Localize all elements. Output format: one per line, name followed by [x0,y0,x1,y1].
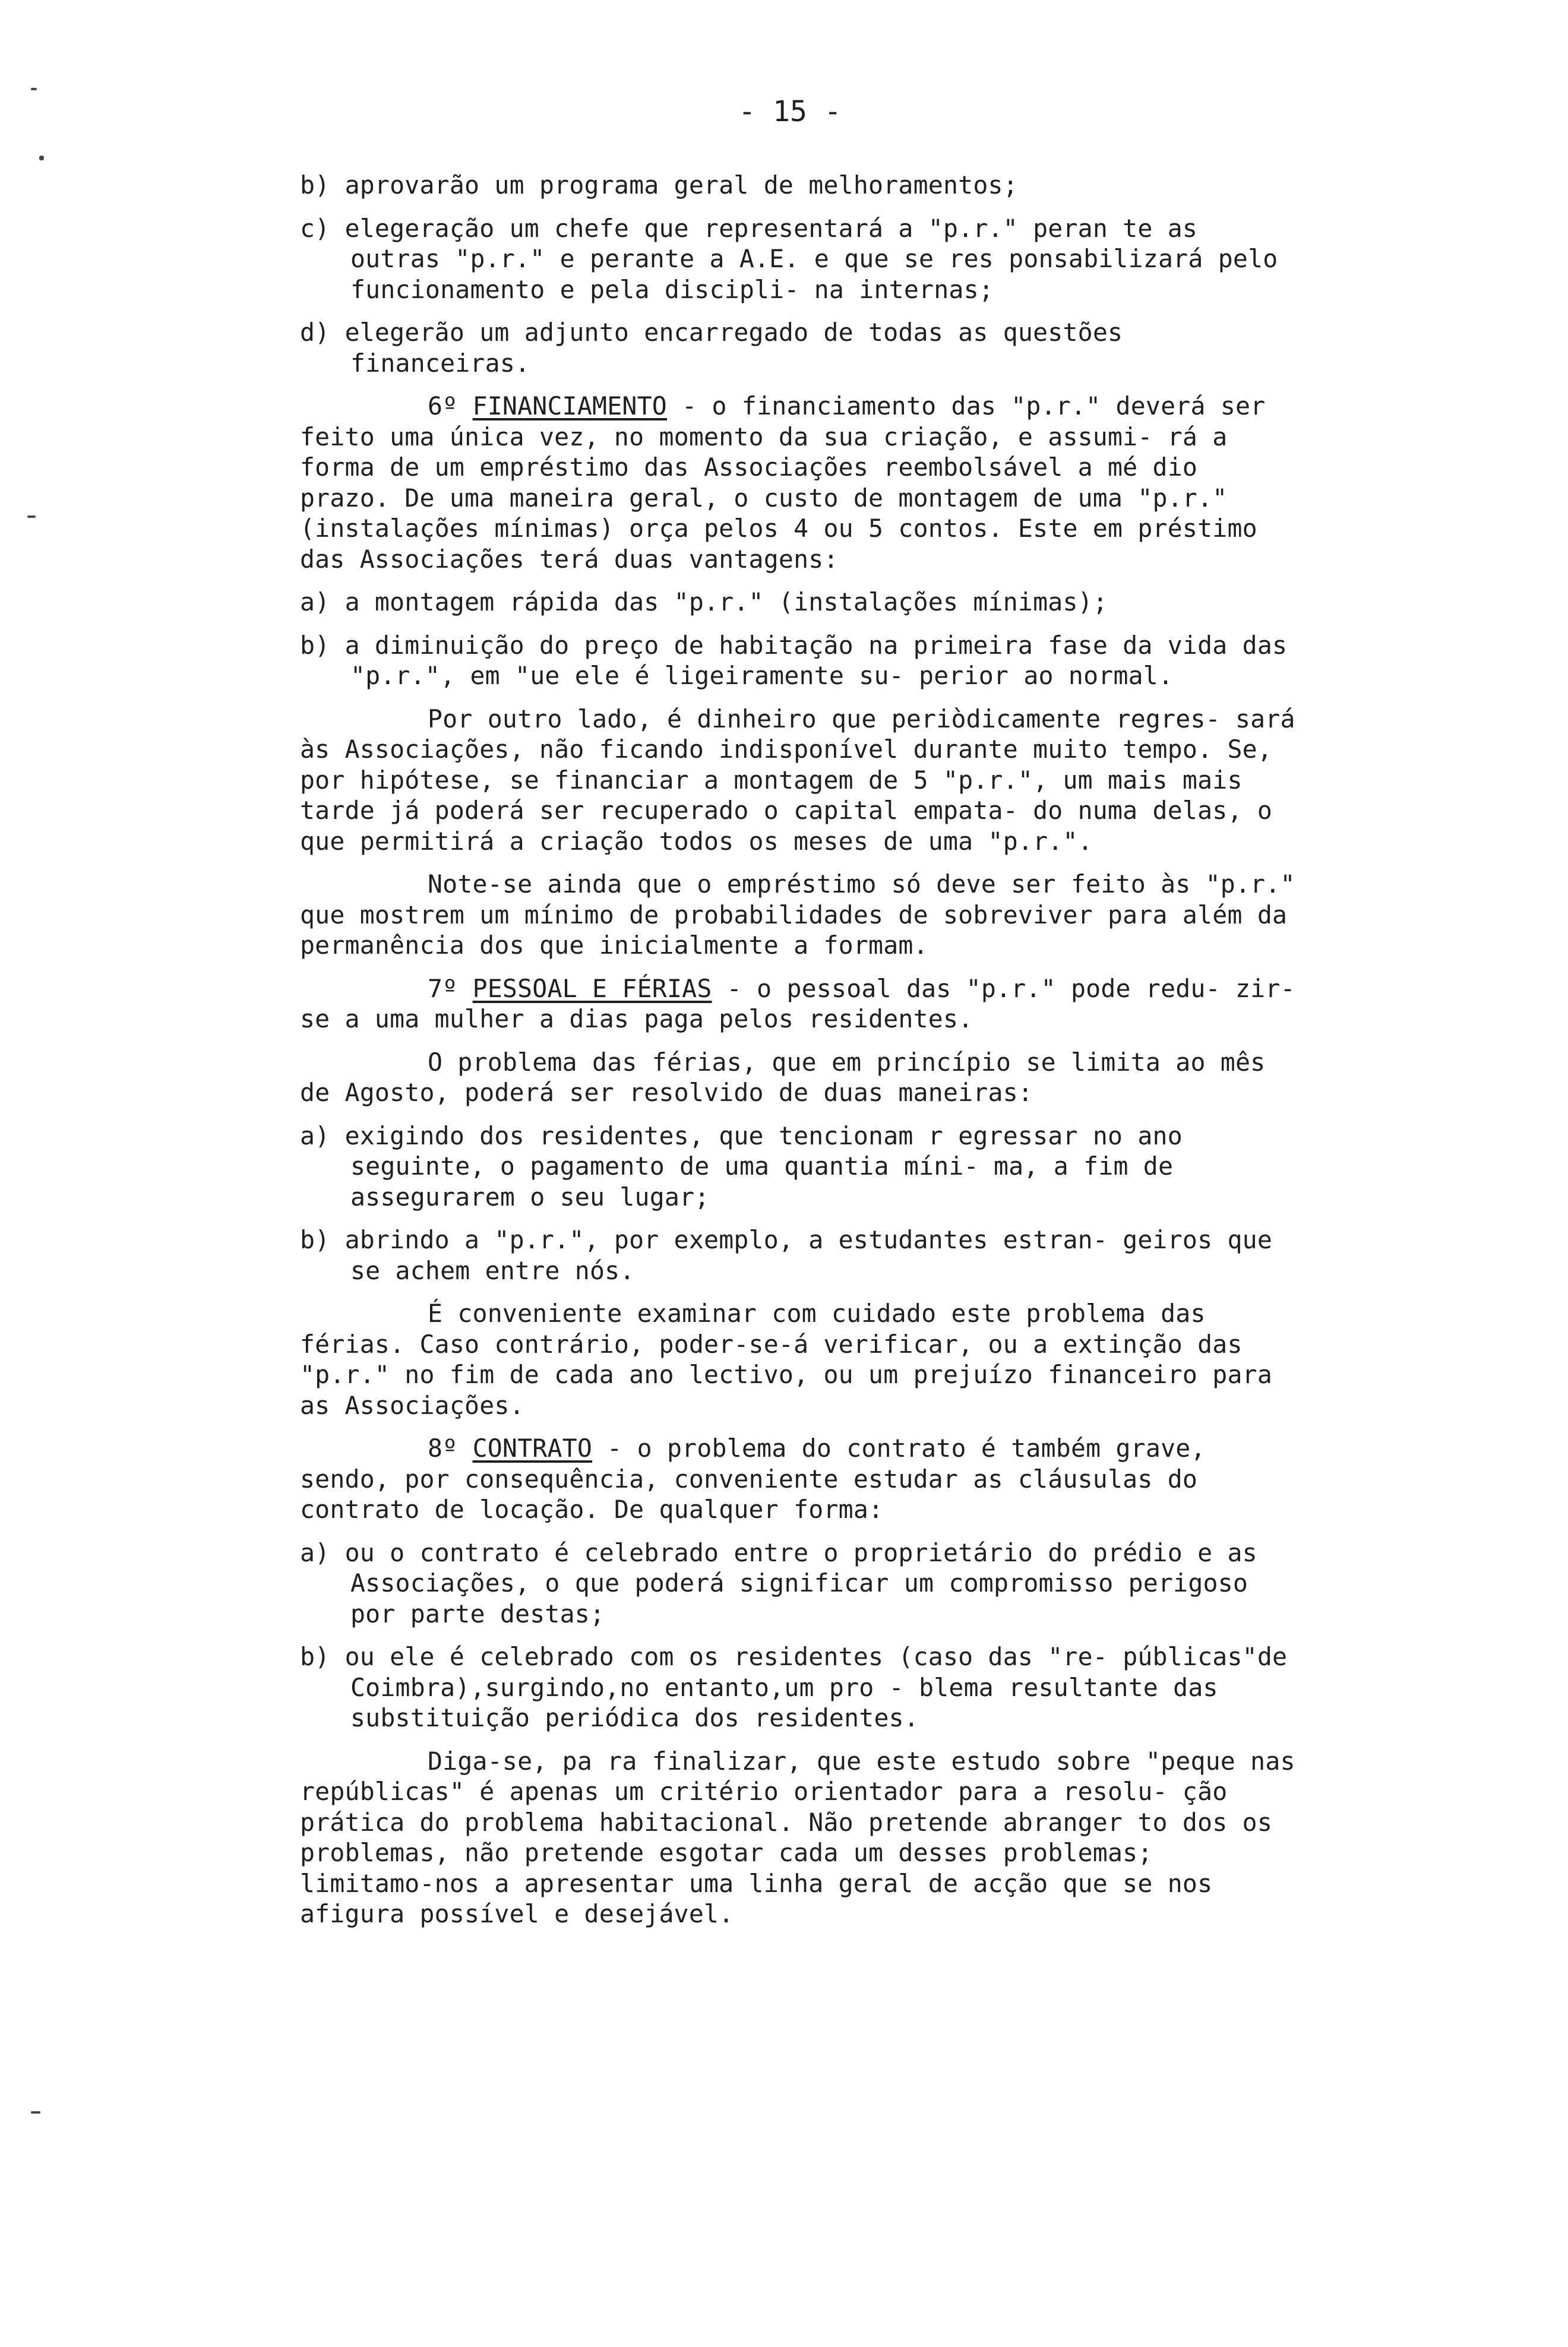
list-marker: b) [300,170,330,200]
list-text: elegerão um adjunto encarregado de todas as questões financeiras. [344,318,1123,378]
conclusion-paragraph: Diga-se, pa ra finalizar, que este estudo sobre "peque nas repúblicas" é apenas um critério orientador para a resolu- ção prática do problema habitacional. Não pretende abranger to dos os problemas, não pretende esgotar cada um desses problemas; limitamo-nos a apresentar uma linha geral de acção que se nos afigura possível e desejável. [300,1746,1295,1928]
list-text: a diminuição do preço de habitação na primeira fase da vida das "p.r.", em "ue ele é ligeiramente su- perior ao normal. [344,630,1288,690]
list-text: a montagem rápida das "p.r." (instalações mínimas); [344,587,1108,616]
list-marker: b) [300,1225,330,1254]
section-number: 6º [428,391,458,420]
list-marker: b) [300,630,330,660]
margin-mark [31,88,37,90]
list-text: ou ele é celebrado com os residentes (caso das "re- públicas"de Coimbra),surgindo,no entanto,um pro - blema resultante das substituição periódica dos residentes. [344,1642,1288,1732]
list-item [300,213,1298,305]
margin-mark [31,2111,40,2114]
list-text: elegeração um chefe que representará a "p.r." peran te as outras "p.r." e perante a A.E. e que se res ponsabilizará pelo funcionamento e pela discipli- na internas; [344,213,1278,304]
margin-mark [27,515,36,518]
list-text: ou o contrato é celebrado entre o proprietário do prédio e as Associações, o que poderá significar um compromisso perigoso por parte destas; [344,1538,1257,1628]
list-item [300,170,1298,201]
list-text: aprovarão um programa geral de melhoramentos; [344,170,1018,200]
list-marker: d) [300,318,330,347]
section-heading: FINANCIAMENTO [472,391,667,420]
list-text: exigindo dos residentes, que tencionam r egressar no ano seguinte, o pagamento de uma quantia míni- ma, a fim de assegurarem o seu lugar; [344,1121,1183,1212]
body-paragraph: O problema das férias, que em princípio se limita ao mês de Agosto, poderá ser resolvido de duas maneiras: [300,1047,1266,1107]
section-text: - o financiamento das "p.r." deverá ser feito uma única vez, no momento da sua criação, e assumi- rá a forma de um empréstimo das Associações reembolsável a mé dio prazo. De uma maneira geral, o custo de montagem de uma "p.r." (instalações mínimas) orça pelos 4 ou 5 contos. Este em préstimo das Associações terá duas vantagens: [300,391,1266,574]
section-number: 8º [428,1434,458,1463]
section-heading: PESSOAL E FÉRIAS [472,973,712,1003]
list-marker: a) [300,1121,330,1150]
body-paragraph: Note-se ainda que o empréstimo só deve ser feito às "p.r." que mostrem um mínimo de probabilidades de sobreviver para além da permanência dos que inicialmente a formam. [300,869,1295,960]
section-paragraph [300,1433,1298,1525]
list-marker: a) [300,587,330,616]
list-item [300,1121,1298,1213]
list-text: abrindo a "p.r.", por exemplo, a estudantes estran- geiros que se achem entre nós. [344,1225,1273,1285]
section-number: 7º [428,973,458,1003]
body-paragraph: É conveniente examinar com cuidado este problema das férias. Caso contrário, poder-se-á verificar, ou a extinção das "p.r." no fim de cada ano lectivo, ou um prejuízo financeiro para as Associações. [300,1299,1273,1420]
list-marker: a) [300,1538,330,1567]
list-item [300,1538,1298,1630]
section-heading: CONTRATO [472,1434,593,1463]
list-item [300,1641,1298,1734]
list-item [300,587,1298,618]
list-item [300,317,1298,378]
list-item [300,630,1298,691]
document-body [300,170,1298,1942]
section-paragraph [300,391,1298,574]
list-marker: c) [300,213,330,243]
section-text: - o problema do contrato é também grave, sendo, por consequência, conveniente estudar as cláusulas do contrato de locação. De qualquer forma: [300,1434,1206,1524]
section-text: - o pessoal das "p.r." pode redu- zir-se a uma mulher a dias paga pelos residentes. [300,973,1295,1033]
list-item [300,1225,1298,1286]
body-paragraph: Por outro lado, é dinheiro que periòdicamente regres- sará às Associações, não ficando indisponível durante muito tempo. Se, por hipótese, se financiar a montagem de 5 "p.r.", um mais mais tarde já poderá ser recuperado o capital empata- do numa delas, o que permitirá a criação todos os meses de uma "p.r.". [300,704,1295,856]
section-paragraph [300,973,1298,1035]
margin-mark [39,156,44,160]
page-number: - 15 - [738,95,842,128]
list-marker: b) [300,1642,330,1671]
